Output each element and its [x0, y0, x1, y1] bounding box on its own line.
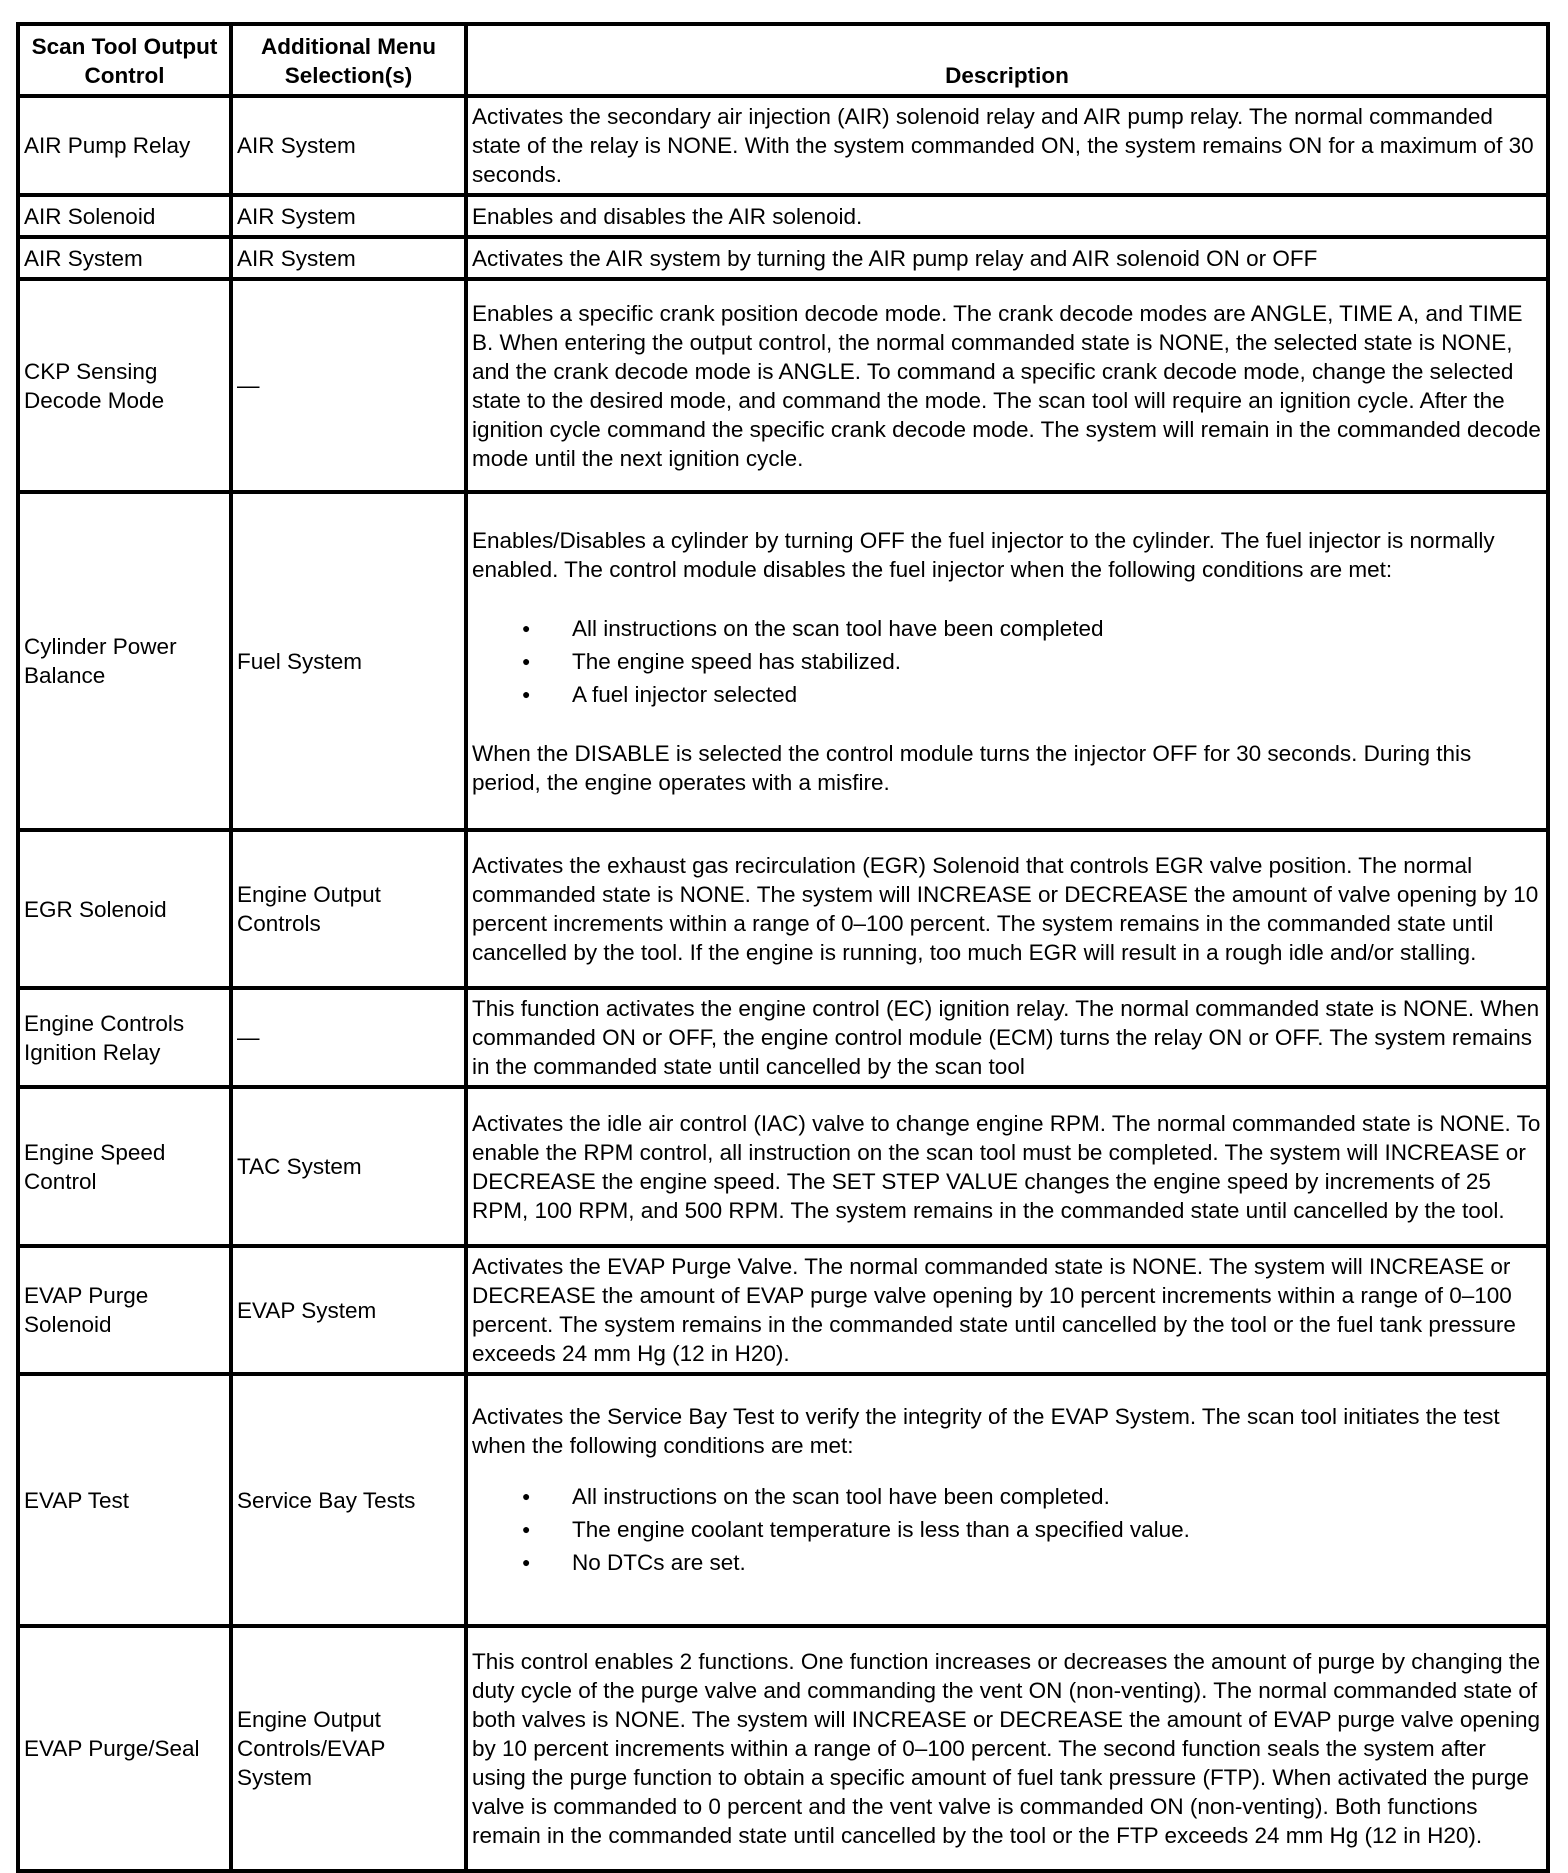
table-row [18, 830, 1548, 988]
table-row [18, 96, 1548, 195]
menu-selection-cell: EVAP System [231, 1246, 466, 1374]
table-row [18, 195, 1548, 237]
description-text: Activates the secondary air injection (AIR) solenoid relay and AIR pump relay. The normal commanded state of the relay is NONE. With the system commanded ON, the system remains ON for a maximum of 30 seconds. [472, 104, 1534, 187]
output-control-cell: Engine Controls Ignition Relay [18, 988, 231, 1087]
output-control-cell: EVAP Purge Solenoid [18, 1246, 231, 1374]
description-cell [466, 279, 1548, 492]
header-row [18, 24, 1548, 96]
output-control-cell: Cylinder Power Balance [18, 492, 231, 830]
header-control: Scan Tool Output Control [18, 24, 231, 96]
description-text: Activates the idle air control (IAC) valve to change engine RPM. The normal commanded state is NONE. To enable the RPM control, all instruction on the scan tool must be completed. The system will INCREASE or DECREASE the engine speed. The SET STEP VALUE changes the engine speed by increments of 25 RPM, 100 RPM, and 500 RPM. The system remains in the commanded state until cancelled by the tool. [472, 1110, 1541, 1223]
description-cell [466, 988, 1548, 1087]
output-control-cell: EGR Solenoid [18, 830, 231, 988]
condition-item: ● All instructions on the scan tool have been completed. [572, 1480, 1544, 1513]
description-cell [466, 237, 1548, 279]
table-row [18, 1626, 1548, 1871]
description-text: Enables and disables the AIR solenoid. [472, 203, 863, 229]
menu-selection-cell: TAC System [231, 1087, 466, 1246]
description-cell [466, 195, 1548, 237]
description-cell [466, 1087, 1548, 1246]
description-cell [466, 830, 1548, 988]
menu-selection-cell: AIR System [231, 237, 466, 279]
condition-list [472, 612, 1544, 711]
header-description: Description [466, 24, 1548, 96]
menu-selection-cell: Service Bay Tests [231, 1374, 466, 1626]
description-text: Activates the EVAP Purge Valve. The normal commanded state is NONE. The system will INCREASE or DECREASE the amount of EVAP purge valve opening by 10 percent increments within a range of 0–100 percent. The system remains in the commanded state until cancelled by the tool or the fuel tank pressure exceeds 24 mm Hg (12 in H20). [472, 1254, 1516, 1366]
description-cell [466, 1246, 1548, 1374]
condition-item: ● No DTCs are set. [572, 1546, 1544, 1579]
output-control-cell: EVAP Purge/Seal [18, 1626, 231, 1871]
description-text: This control enables 2 functions. One function increases or decreases the amount of purge by changing the duty cycle of the purge valve and commanding the vent ON (non-venting). The normal commanded state of both valves is NONE. The system will INCREASE or DECREASE the amount of EVAP purge valve opening by 10 percent increments within a range of 0–100 percent. The second function seals the system after using the purge function to obtain a specific amount of fuel tank pressure (FTP). When activated the purge valve is commanded to 0 percent and the vent valve is commanded ON (non-venting). Both functions remain in the commanded state until cancelled by the tool or the FTP exceeds 24 mm Hg (12 in H20). [472, 1649, 1541, 1848]
table-row [18, 237, 1548, 279]
condition-item: ● All instructions on the scan tool have been completed [572, 612, 1544, 645]
output-control-cell: AIR System [18, 237, 231, 279]
description-note: When the DISABLE is selected the control module turns the injector OFF for 30 seconds. During this period, the engine operates with a misfire. [472, 740, 1472, 795]
table-row [18, 492, 1548, 830]
description-text: Activates the exhaust gas recirculation (EGR) Solenoid that controls EGR valve position. The normal commanded state is NONE. The system will INCREASE or DECREASE the amount of valve opening by 10 percent increments within a range of 0–100 percent. The system remains in the commanded state until cancelled by the tool. If the engine is running, too much EGR will result in a rough idle and/or stalling. [472, 853, 1539, 965]
description-text: Enables/Disables a cylinder by turning OFF the fuel injector to the cylinder. The fuel injector is normally enabled. The control module disables the fuel injector when the following conditions are met: [472, 527, 1495, 582]
description-text: This function activates the engine control (EC) ignition relay. The normal commanded state is NONE. When commanded ON or OFF, the engine control module (ECM) turns the relay ON or OFF. The system remains in the commanded state until cancelled by the scan tool [472, 996, 1540, 1079]
description-cell [466, 96, 1548, 195]
output-control-cell: AIR Pump Relay [18, 96, 231, 195]
condition-item: ● The engine coolant temperature is less than a specified value. [572, 1513, 1544, 1546]
menu-selection-cell: Engine Output Controls [231, 830, 466, 988]
table-row [18, 279, 1548, 492]
table-row [18, 1246, 1548, 1374]
description-cell [466, 492, 1548, 830]
condition-list [472, 1480, 1544, 1579]
output-control-cell: AIR Solenoid [18, 195, 231, 237]
description-text: Enables a specific crank position decode mode. The crank decode modes are ANGLE, TIME A, and TIME B. When entering the output control, the normal commanded state is NONE, the selected state is NONE, and the crank decode mode is ANGLE. To command a specific crank decode mode, change the selected state to the desired mode, and command the mode. The scan tool will require an ignition cycle. After the ignition cycle command the specific crank decode mode. The system will remain in the commanded decode mode until the next ignition cycle. [472, 300, 1541, 471]
description-cell [466, 1626, 1548, 1871]
output-controls-table [16, 22, 1550, 1873]
description-text: Activates the Service Bay Test to verify the integrity of the EVAP System. The scan tool initiates the test when the following conditions are met: [472, 1403, 1500, 1458]
condition-item: ● The engine speed has stabilized. [572, 645, 1544, 678]
table-row [18, 1087, 1548, 1246]
menu-selection-cell: Fuel System [231, 492, 466, 830]
menu-selection-cell: — [231, 279, 466, 492]
menu-selection-cell: AIR System [231, 195, 466, 237]
output-control-cell: Engine Speed Control [18, 1087, 231, 1246]
menu-selection-cell: AIR System [231, 96, 466, 195]
output-control-cell: CKP Sensing Decode Mode [18, 279, 231, 492]
output-control-cell: EVAP Test [18, 1374, 231, 1626]
table-row [18, 988, 1548, 1087]
condition-item: ● A fuel injector selected [572, 678, 1544, 711]
table-row [18, 1374, 1548, 1626]
menu-selection-cell: Engine Output Controls/EVAP System [231, 1626, 466, 1871]
header-menu: Additional Menu Selection(s) [231, 24, 466, 96]
menu-selection-cell: — [231, 988, 466, 1087]
description-text: Activates the AIR system by turning the AIR pump relay and AIR solenoid ON or OFF [472, 245, 1318, 271]
description-cell [466, 1374, 1548, 1626]
